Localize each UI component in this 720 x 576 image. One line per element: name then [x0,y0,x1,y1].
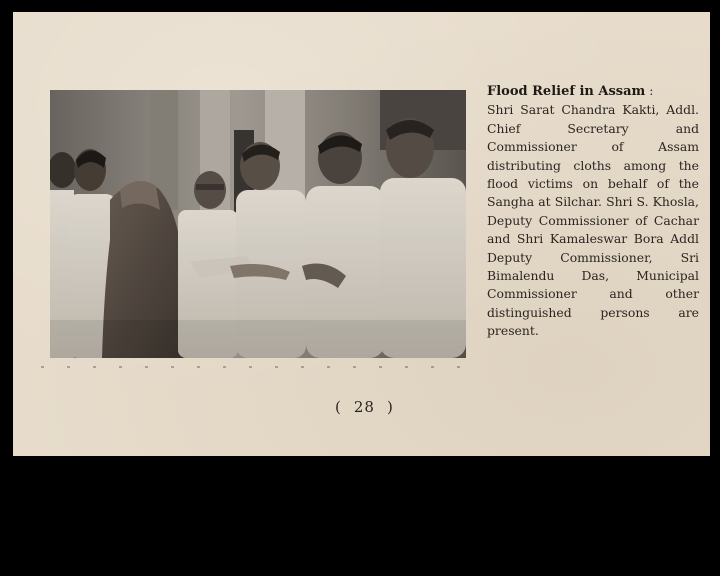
news-photograph [50,90,466,358]
caption-body: Shri Sarat Chandra Kakti, Addl. Chief Secretary and Commissioner of Assam distributing cloths among the flood victims on behalf of the Sangha at Silchar. Shri S. Khosla, Deputy Commissioner of Cachar and Shri Kamaleswar Bora Addl Deputy Commissioner, Sri Bimalendu Das, Municipal Commissioner and other distinguished persons are present. [487,102,699,339]
caption-title: Flood Relief in Assam [487,84,646,99]
page-number-value: 28 [353,398,375,416]
page-number [335,398,394,416]
page-number-open-paren: ( [335,398,342,416]
print-speck-line [41,366,481,368]
caption-title-suffix: : [645,83,654,98]
photo-caption [487,82,699,341]
page-number-close-paren: ) [386,398,394,416]
scanned-page [13,12,710,456]
